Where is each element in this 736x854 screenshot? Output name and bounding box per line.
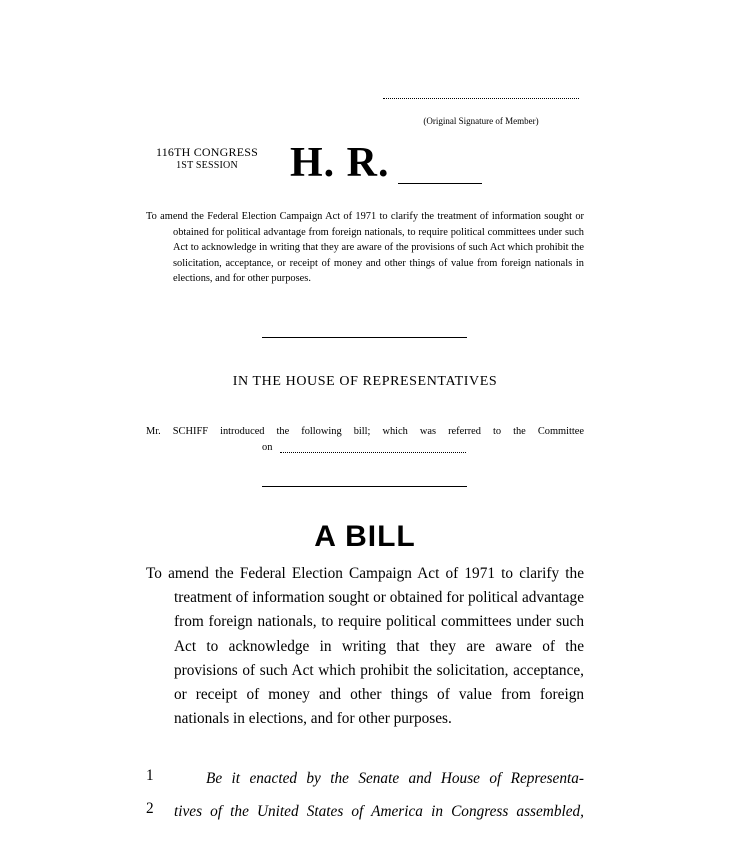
divider-rule <box>262 337 467 338</box>
divider-rule <box>262 486 467 487</box>
long-title: To amend the Federal Election Campaign Act of 1971 to clarify the treatment of information sought or obtained for political advantage from foreign nationals, to require political committees under such Act to acknowledge in writing that they are aware of the provisions of such Act which prohibit the solicitation, acceptance, or receipt of money and other things of value from foreign nationals in elections, and for other purposes. <box>146 565 584 728</box>
committee-on-label: on <box>262 442 273 453</box>
introduction-statement <box>146 424 584 440</box>
congress-label: 116TH CONGRESS <box>155 145 259 159</box>
committee-blank <box>280 452 466 453</box>
enacting-clause-line: Be it enacted by the Senate and House of Representa- <box>206 770 584 787</box>
congress-session-block <box>144 145 270 173</box>
line-number: 2 <box>146 800 154 817</box>
signature-line <box>383 98 579 99</box>
signature-label: (Original Signature of Member) <box>423 116 539 126</box>
line-number: 1 <box>146 767 154 784</box>
introduction-text: introduced the following bill; which was referred to the Committee <box>220 426 585 437</box>
bill-heading: A BILL <box>314 520 416 553</box>
bill-number-blank <box>398 183 482 184</box>
bill-designation: H. R. <box>290 140 390 186</box>
member-name: SCHIFF <box>172 426 209 437</box>
member-prefix: Mr. <box>146 426 161 437</box>
chamber-heading: IN THE HOUSE OF REPRESENTATIVES <box>232 374 498 389</box>
enacting-clause-line: tives of the United States of America in Congress assembled, <box>174 803 584 820</box>
session-label: 1ST SESSION <box>176 160 238 171</box>
short-title: To amend the Federal Election Campaign Act of 1971 to clarify the treatment of information sought or obtained for political advantage from foreign nationals, to require political committees under such Act to acknowledge in writing that they are aware of the provisions of such Act which prohibit the solicitation, acceptance, or receipt of money and other things of value from foreign nationals in elections, and for other purposes. <box>146 211 584 285</box>
